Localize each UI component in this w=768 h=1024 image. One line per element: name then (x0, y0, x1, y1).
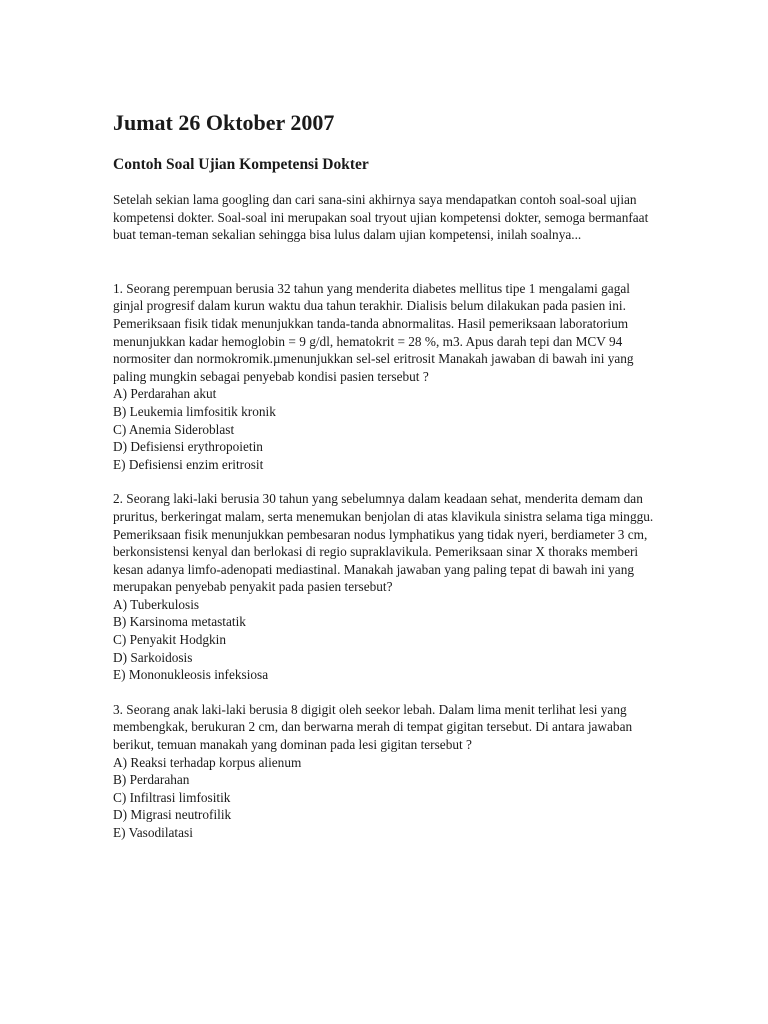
answer-option: C) Penyakit Hodgkin (113, 632, 227, 648)
answer-option: A) Tuberkulosis (113, 596, 200, 612)
answer-option: C) Infiltrasi limfositik (113, 789, 231, 805)
answer-option: D) Sarkoidosis (113, 649, 193, 665)
answer-option: B) Perdarahan (113, 772, 190, 788)
answer-option: E) Defisiensi enzim eritrosit (113, 456, 264, 472)
answer-option: A) Reaksi terhadap korpus alienum (113, 754, 302, 770)
post-title: Contoh Soal Ujian Kompetensi Dokter (113, 156, 369, 173)
post-date: Jumat 26 Oktober 2007 (113, 110, 335, 135)
question-stem: 3. Seorang anak laki-laki berusia 8 digigit oleh seekor lebah. Dalam lima menit terlihat lesi yang membengkak, berukuran 2 cm, dan berwarna merah di tempat gigitan tersebut. Di antara jawaban berikut, temuan manakah yang dominan pada lesi gigitan tersebut ? (113, 701, 633, 753)
answer-option: B) Leukemia limfositik kronik (113, 403, 276, 419)
answer-options (113, 385, 658, 473)
document-page (113, 108, 658, 859)
answer-option: E) Vasodilatasi (113, 825, 193, 840)
question-3 (113, 701, 658, 842)
post-intro: Setelah sekian lama googling dan cari sana-sini akhirnya saya mendapatkan contoh soal-soal ujian kompetensi dokter. Soal-soal ini merupakan soal tryout ujian kompetensi dokter, semoga bermanfaat buat teman-teman sekalian sehingga bisa lulus dalam ujian kompetensi, inilah soalnya... (113, 192, 649, 243)
answer-option: E) Mononukleosis infeksiosa (113, 667, 269, 683)
question-1 (113, 280, 658, 474)
answer-option: B) Karsinoma metastatik (113, 614, 246, 630)
question-stem: 1. Seorang perempuan berusia 32 tahun yang menderita diabetes mellitus tipe 1 mengalami gagal ginjal progresif dalam kurun waktu dua tahun terakhir. Dialisis belum dilakukan pada pasien ini. Pemeriksaan fisik tidak menunjukkan tanda-tanda abnormalitas. Hasil pemeriksaan laboratorium menunjukkan kadar hemoglobin = 9 g/dl, hematokrit = 28 %, m3. Apus darah tepi dan MCV 94 normositer dan normokromik.µmenunjukkan sel-sel eritrosit Manakah jawaban di bawah ini yang paling mungkin sebagai penyebab kondisi pasien tersebut ? (113, 280, 634, 384)
answer-options (113, 754, 658, 842)
answer-options (113, 596, 658, 684)
answer-option: D) Defisiensi erythropoietin (113, 439, 263, 455)
answer-option: D) Migrasi neutrofilik (113, 807, 232, 823)
answer-option: A) Perdarahan akut (113, 386, 217, 402)
question-2 (113, 490, 658, 684)
answer-option: C) Anemia Sideroblast (113, 421, 235, 437)
question-stem: 2. Seorang laki-laki berusia 30 tahun yang sebelumnya dalam keadaan sehat, menderita demam dan pruritus, berkeringat malam, serta menemukan benjolan di atas klavikula sinistra selama tiga minggu. Pemeriksaan fisik menunjukkan pembesaran nodus lymphatikus yang tidak nyeri, berdiameter 3 cm, berkonsistensi kenyal dan berlokasi di regio supraklavikula. Pemeriksaan sinar X thoraks memberi kesan adanya limfo-adenopati mediastinal. Manakah jawaban yang paling tepat di bawah ini yang merupakan penyebab penyakit pada pasien tersebut? (113, 491, 654, 595)
